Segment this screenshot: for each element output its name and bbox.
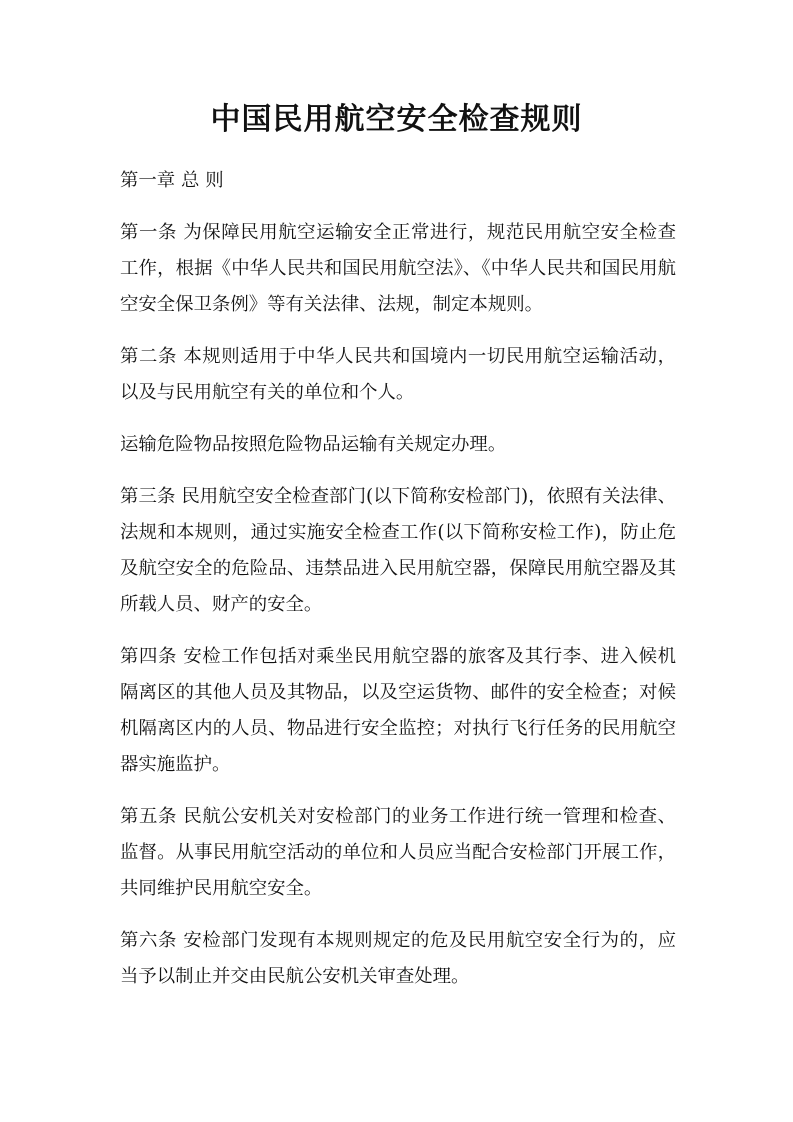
article-3: 第三条 民用航空安全检查部门(以下简称安检部门)，依照有关法律、法规和本规则，通过实施安全检查工作(以下简称安检工作)，防止危及航空安全的危险品、违禁品进入民用航空器，保障民用航空器及其所载人员、财产的安全。: [120, 486, 676, 615]
document-title: 中国民用航空安全检查规则: [210, 102, 583, 137]
article-6: 第六条 安检部门发现有本规则规定的危及民用航空安全行为的，应当予以制止并交由民航公安机关审查处理。: [120, 930, 676, 987]
chapter-heading: 第一章 总 则: [120, 170, 224, 191]
article-5: 第五条 民航公安机关对安检部门的业务工作进行统一管理和检查、监督。从事民用航空活动的单位和人员应当配合安检部门开展工作，共同维护民用航空安全。: [120, 806, 676, 899]
article-4: 第四条 安检工作包括对乘坐民用航空器的旅客及其行李、进入候机隔离区的其他人员及其物品，以及空运货物、邮件的安全检查；对候机隔离区内的人员、物品进行安全监控；对执行飞行任务的民用航空器实施监护。: [120, 646, 676, 775]
article-2: 第二条 本规则适用于中华人民共和国境内一切民用航空运输活动，以及与民用航空有关的单位和个人。: [120, 346, 676, 403]
article-1: 第一条 为保障民用航空运输安全正常进行，规范民用航空安全检查工作，根据《中华人民共和国民用航空法》、《中华人民共和国民用航空安全保卫条例》等有关法律、法规，制定本规则。: [120, 222, 676, 315]
document-body: [120, 163, 676, 1011]
article-2-note: 运输危险物品按照危险物品运输有关规定办理。: [120, 434, 507, 455]
